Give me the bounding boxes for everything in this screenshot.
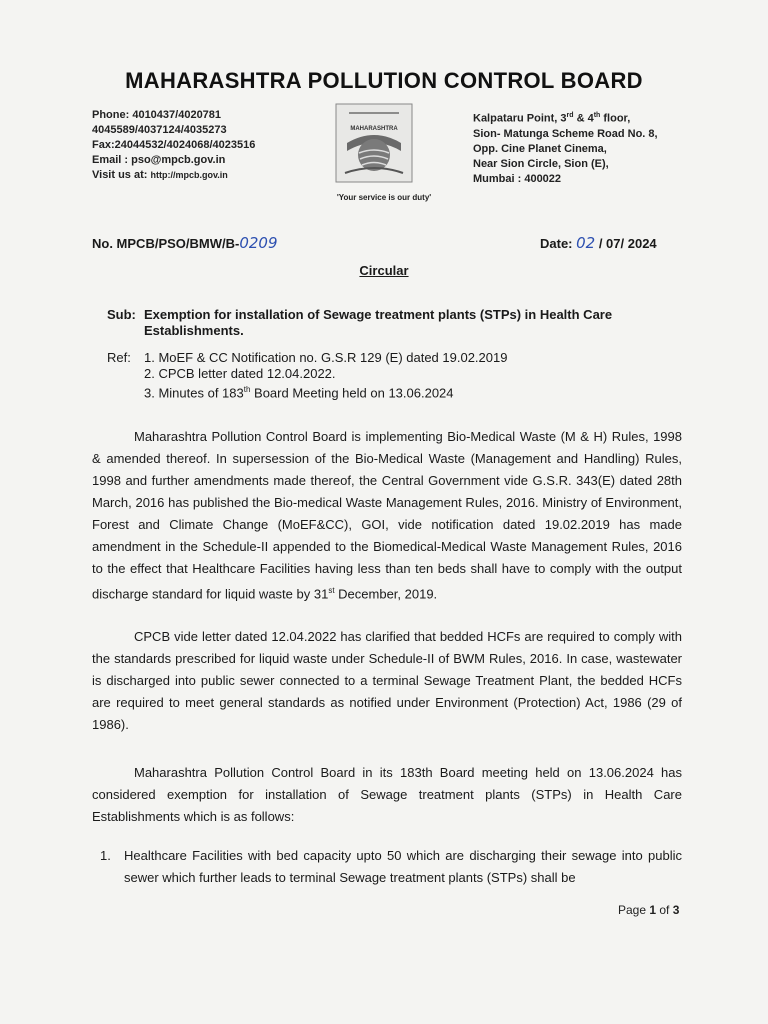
date-rest: / 07/ 2024 <box>595 236 657 251</box>
subject-block <box>107 307 687 339</box>
page-total: 3 <box>672 903 680 917</box>
address-line-1-start: Kalpataru Point, 3 <box>473 112 567 125</box>
address-line-1-sup-th: th <box>593 112 601 119</box>
subject-label: Sub: <box>107 307 136 322</box>
page-current: 1 <box>649 903 657 917</box>
exemption-list <box>100 845 682 889</box>
page-label: Page <box>618 903 650 917</box>
phone-line: Phone: 4010437/4020781 <box>92 109 222 121</box>
document-date <box>540 234 657 252</box>
list-item-text: Healthcare Facilities with bed capacity upto 50 which are discharging their sewage into public sewer which further leads to terminal Sewage treatment plants (STPs) shall be <box>124 848 682 885</box>
address-line-1-mid: & 4 <box>573 112 594 125</box>
paragraph-2 <box>92 626 682 736</box>
address-line-4: Near Sion Circle, Sion (E), <box>473 157 609 170</box>
paragraph-1 <box>92 426 682 605</box>
references-label: Ref: <box>107 350 131 365</box>
phone-line-2: 4045589/4037124/4035273 <box>92 124 227 136</box>
paragraph-1-sup: st <box>328 586 335 595</box>
address-line-5: Mumbai : 400022 <box>473 172 562 185</box>
subject-text: Exemption for installation of Sewage treatment plants (STPs) in Health Care Establishments. <box>144 307 613 338</box>
paragraph-2-text: CPCB vide letter dated 12.04.2022 has clarified that bedded HCFs are required to comply with the standards prescribed for liquid waste under Schedule-II of BWM Rules, 2016. In case, wastewater is discharged into public sewer connected to a terminal Sewage Treatment Plant, the bedded HCFs are required to meet general standards as notified under Environment (Protection) Act, 1986 (29 of 1986). <box>92 629 682 732</box>
paragraph-1-end: December, 2019. <box>334 586 438 602</box>
page-number <box>618 903 679 917</box>
reference-item: 1. MoEF & CC Notification no. G.S.R 129 (E) dated 19.02.2019 <box>144 350 508 365</box>
handwritten-number: 0209 <box>239 234 278 252</box>
reference-number-prefix: No. MPCB/PSO/BMW/B- <box>92 236 240 251</box>
address-line-2: Sion- Matunga Scheme Road No. 8, <box>473 127 658 140</box>
reference-item-3-sup: th <box>243 385 251 394</box>
circular-heading: Circular <box>359 263 409 278</box>
address-line-1 <box>473 108 658 127</box>
reference-item: 2. CPCB letter dated 12.04.2022. <box>144 366 336 381</box>
paragraph-3-text: Maharashtra Pollution Control Board in its 183th Board meeting held on 13.06.2024 has considered exemption for installation of Sewage treatment plants (STPs) in Health Care Establishments which is as follows: <box>92 765 682 824</box>
references-block <box>107 350 507 401</box>
address-line-3: Opp. Cine Planet Cinema, <box>473 142 607 155</box>
motto: 'Your service is our duty' <box>336 193 432 202</box>
mpcb-logo <box>335 103 413 183</box>
list-item-number: 1. <box>100 848 111 863</box>
address-block <box>473 108 658 187</box>
paragraph-1-text: Maharashtra Pollution Control Board is implementing Bio-Medical Waste (M & H) Rules, 1998 & amended thereof. In supersession of the Bio-Medical Waste (Management and Handling) Rules, 1998 and further amendments made thereof, the Central Government vide G.S.R. 343(E) dated 28th March, 2016 has published the Bio-medical Waste Management Rules, 2016. Ministry of Environment, Forest and Climate Change (MoEF&CC), GOI, vide notification dated 19.02.2019 has made amendment in the Schedule-II appended to the Biomedical-Medical Waste Management Rules, 2016 to the effect that Healthcare Facilities having less than ten beds shall have to comply with the output discharge standard for liquid waste by 31 <box>92 429 682 602</box>
paragraph-3 <box>92 762 682 828</box>
address-line-1-sup-rd: rd <box>566 112 574 119</box>
contact-block <box>92 108 255 183</box>
logo-text: MAHARASHTRA <box>350 126 398 132</box>
website-line <box>92 168 255 183</box>
list-item <box>100 845 682 889</box>
page-of: of <box>656 903 673 917</box>
date-label: Date: <box>540 236 577 251</box>
fax-line: Fax:24044532/4024068/4023516 <box>92 139 256 151</box>
address-line-1-end: floor, <box>600 112 631 125</box>
reference-number <box>92 234 278 252</box>
organization-title: MAHARASHTRA POLLUTION CONTROL BOARD <box>125 68 643 93</box>
reference-item-3-start: 3. Minutes of 183 <box>144 385 244 401</box>
handwritten-day: 02 <box>576 234 596 252</box>
website-label: Visit us at: <box>92 169 151 181</box>
reference-item <box>144 382 507 401</box>
website-url: http://mpcb.gov.in <box>150 170 228 180</box>
email-line: Email : pso@mpcb.gov.in <box>92 154 226 166</box>
reference-item-3-end: Board Meeting held on 13.06.2024 <box>250 385 454 401</box>
